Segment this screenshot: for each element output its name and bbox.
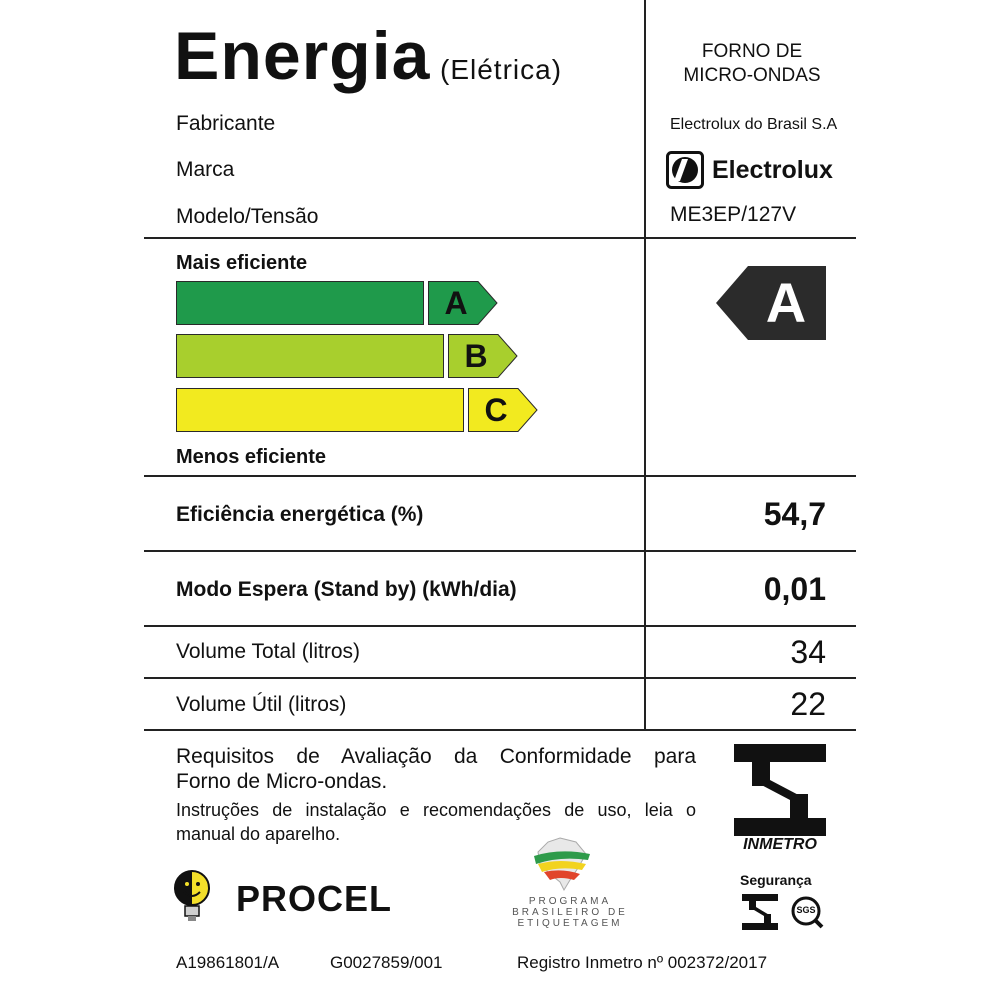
label-subtitle: (Elétrica)	[440, 54, 563, 85]
sgs-label: SGS	[796, 905, 816, 915]
sgs-seal-icon	[790, 895, 824, 929]
requirements-line1: Requisitos de Avaliação da Conformidade para	[176, 745, 696, 768]
procel-label: PROCEL	[236, 878, 393, 919]
scale-arrow-c	[468, 388, 538, 432]
model-label: Modelo/Tensão	[176, 205, 319, 228]
metric-usable-volume-label: Volume Útil (litros)	[176, 693, 347, 716]
scale-bottom-label: Menos eficiente	[176, 446, 327, 468]
pbe-map-icon	[530, 834, 594, 894]
manufacturer-value: Electrolux do Brasil S.A	[670, 116, 838, 133]
inmetro-label: INMETRO	[743, 836, 817, 853]
electrolux-logo-icon	[666, 151, 704, 189]
footer-code-2: G0027859/001	[330, 953, 443, 972]
metric-usable-volume-value: 22	[790, 686, 826, 722]
manufacturer-label: Fabricante	[176, 112, 276, 135]
divider-scale	[144, 475, 856, 477]
instructions-line2: manual do aparelho.	[176, 824, 341, 844]
footer-registration: Registro Inmetro nº 002372/2017	[517, 953, 768, 972]
product-type	[652, 40, 852, 88]
model-value: ME3EP/127V	[670, 203, 797, 226]
seguranca-label: Segurança	[740, 872, 812, 888]
divider-metric-4	[144, 729, 856, 731]
product-type-line1: FORNO DE	[701, 41, 803, 62]
brand-label: Marca	[176, 158, 235, 181]
inmetro-logo-icon	[734, 744, 826, 836]
scale-bar-a	[176, 281, 424, 325]
pbe-line3: ETIQUETAGEM	[517, 918, 623, 929]
pbe-label	[505, 896, 635, 929]
metric-standby-label: Modo Espera (Stand by) (kWh/dia)	[176, 578, 517, 601]
scale-letter-a: A	[444, 285, 468, 321]
brand-logo	[666, 150, 833, 190]
divider-metric-3	[144, 677, 856, 679]
brand-value: Electrolux	[712, 155, 833, 184]
scale-top-label: Mais eficiente	[176, 252, 308, 274]
procel-bulb-icon	[172, 868, 216, 924]
scale-bar-c	[176, 388, 464, 432]
product-type-line2: MICRO-ONDAS	[683, 65, 821, 86]
scale-bar-b	[176, 334, 444, 378]
inmetro-small-icon	[740, 892, 780, 932]
scale-letter-c: C	[484, 392, 508, 428]
label-title: Energia	[174, 18, 431, 94]
divider-metric-1	[144, 550, 856, 552]
scale-arrow-b	[448, 334, 518, 378]
metric-efficiency-value: 54,7	[763, 496, 826, 532]
metric-efficiency-label: Eficiência energética (%)	[176, 503, 424, 526]
metric-standby-value: 0,01	[763, 571, 826, 607]
divider-metric-2	[144, 625, 856, 627]
column-divider	[644, 0, 646, 729]
metric-total-volume-label: Volume Total (litros)	[176, 640, 361, 663]
instructions-line1: Instruções de instalação e recomendações de uso, leia o	[176, 800, 696, 820]
metric-total-volume-value: 34	[790, 634, 826, 670]
footer-code-1: A19861801/A	[176, 953, 280, 972]
scale-letter-b: B	[464, 338, 488, 374]
pbe-line1: PROGRAMA	[528, 896, 612, 907]
divider-header	[144, 237, 856, 239]
pbe-line2: BRASILEIRO DE	[512, 907, 628, 918]
rated-class-letter: A	[765, 271, 807, 334]
rated-class-indicator	[716, 266, 826, 340]
requirements-line2: Forno de Micro-ondas.	[176, 770, 388, 793]
scale-arrow-a	[428, 281, 498, 325]
